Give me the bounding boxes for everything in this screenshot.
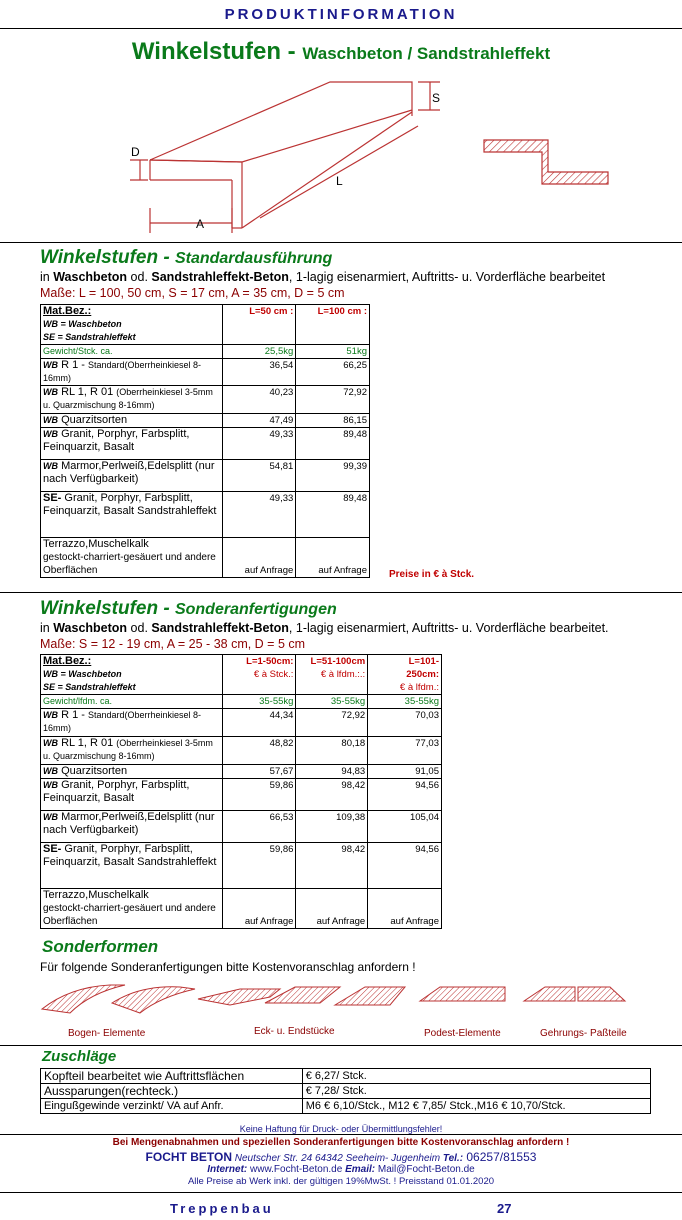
divider	[0, 1134, 682, 1135]
row-detail: (Oberrheinkiesel 3-5mm u. Quarzmischung 8-16mm)	[43, 738, 213, 761]
table-row	[41, 538, 370, 578]
website-link[interactable]: www.Focht-Beton.de	[247, 1164, 346, 1175]
zuschlag-label: Kopfteil bearbeitet wie Auftrittsflächen	[41, 1069, 303, 1084]
table-row	[41, 492, 370, 538]
desc-text: in	[40, 270, 54, 284]
weight-row	[41, 695, 442, 709]
section-name: Treppenbau	[170, 1201, 274, 1216]
table-row	[41, 359, 370, 386]
price-cell: 77,03	[368, 737, 442, 765]
price-cell: 59,86	[222, 843, 296, 889]
col-header-3: L=101-	[408, 656, 439, 667]
table-row	[41, 414, 370, 428]
gehrung-shape-1	[524, 987, 575, 1001]
standard-price-table	[40, 304, 370, 578]
row-name: Terrazzo,Muschelkalk	[43, 889, 149, 901]
row-prefix: WB	[43, 812, 58, 822]
bogen-shape-1	[42, 985, 125, 1013]
price-cell: 57,67	[222, 765, 296, 779]
price-cell: 99,39	[296, 460, 370, 492]
divider	[0, 592, 682, 593]
desc-bold: Waschbeton	[53, 621, 128, 635]
price-cell: 49,33	[222, 492, 296, 538]
weight-row	[41, 345, 370, 359]
row-name: RL 1, R 01	[61, 386, 117, 398]
standard-desc	[40, 270, 605, 284]
contact-line	[0, 1164, 682, 1175]
podest-shape	[420, 987, 505, 1001]
col-header-3-unit: € à lfdm.:	[399, 682, 439, 693]
price-cell: 91,05	[368, 765, 442, 779]
sonder-title	[40, 598, 337, 620]
haftung-note: Keine Haftung für Druck- oder Übermittlungsfehler!	[239, 1124, 443, 1134]
price-cell: 94,56	[368, 843, 442, 889]
weight-value: 35-55kg	[222, 695, 296, 709]
standard-masse: Maße: L = 100, 50 cm, S = 17 cm, A = 35 cm, D = 5 cm	[40, 286, 345, 300]
col-header-3b: 250cm:	[406, 669, 439, 680]
legend-se: SE = Sandstrahleffekt	[43, 332, 136, 342]
table-header-row	[41, 655, 442, 695]
row-name: Marmor,Perlweiß,Edelsplitt (nur nach Verfügbarkeit)	[43, 460, 215, 485]
col-header-1: L=1-50cm:	[246, 656, 294, 667]
col-header-l100: L=100 cm :	[317, 306, 367, 317]
price-cell: 47,49	[222, 414, 296, 428]
legend-wb: WB = Waschbeton	[43, 669, 122, 679]
price-cell: auf Anfrage	[296, 538, 370, 578]
legend-se: SE = Sandstrahleffekt	[43, 682, 136, 692]
end-shape	[335, 987, 405, 1005]
product-title	[0, 38, 682, 66]
row-detail: Standard(Oberrheinkiesel 8-16mm)	[43, 360, 202, 383]
table-row	[41, 889, 442, 929]
desc-bold: Sandstrahleffekt-Beton	[151, 621, 289, 635]
dim-label-s: S	[432, 91, 441, 105]
divider	[0, 1045, 682, 1046]
row-name: Granit, Porphyr, Farbsplitt, Feinquarzit, Basalt	[43, 779, 190, 804]
sonderformen-text: Für folgende Sonderanfertigungen bitte Kostenvoranschlag anfordern !	[40, 960, 416, 974]
company-address: Neutscher Str. 24 64342 Seeheim- Jugenheim	[232, 1153, 443, 1164]
price-cell: 105,04	[368, 811, 442, 843]
email-label: Email:	[345, 1164, 376, 1175]
row-prefix: WB	[43, 461, 58, 471]
col-header-2-unit: € à lfdm.:.:	[320, 669, 366, 680]
zuschlag-value: M6 € 6,10/Stck., M12 € 7,85/ Stck.,M16 € 10,70/Stck.	[302, 1099, 650, 1114]
desc-text: , 1-lagig eisenarmiert, Auftritts- u. Vorderfläche bearbeitet	[288, 270, 606, 284]
legend-wb: WB = Waschbeton	[43, 319, 122, 329]
tel-label: Tel.:	[442, 1153, 464, 1164]
price-cell: 98,42	[296, 843, 368, 889]
dim-label-a: A	[196, 217, 205, 231]
row-name: Quarzitsorten	[61, 414, 128, 426]
row-name: Granit, Porphyr, Farbsplitt, Feinquarzit, Basalt Sandstrahleffekt	[43, 843, 217, 868]
price-cell: 54,81	[222, 460, 296, 492]
table-row	[41, 428, 370, 460]
price-cell: 72,92	[296, 386, 370, 414]
email-link[interactable]: Mail@Focht-Beton.de	[375, 1164, 475, 1175]
price-cell: auf Anfrage	[222, 889, 296, 929]
dim-label-d: D	[131, 145, 140, 159]
bogen-shape-2	[112, 987, 195, 1013]
desc-text: od.	[127, 621, 152, 635]
row-name: Granit, Porphyr, Farbsplitt, Feinquarzit, Basalt	[43, 428, 190, 453]
standard-title	[40, 247, 332, 269]
gehrung-shape-2	[578, 987, 625, 1001]
price-cell: 80,18	[296, 737, 368, 765]
row-name: R 1 -	[61, 359, 88, 371]
row-prefix: SE-	[43, 492, 62, 504]
price-cell: 98,42	[296, 779, 368, 811]
sonderformen-shapes	[30, 975, 650, 1025]
company-name: FOCHT BETON	[145, 1150, 232, 1164]
zuschlaege-table	[40, 1068, 651, 1114]
price-cell: 89,48	[296, 492, 370, 538]
price-cell: 94,83	[296, 765, 368, 779]
weight-label: Gewicht/Stck. ca.	[41, 345, 223, 359]
table-row	[41, 1099, 651, 1114]
row-prefix: WB	[43, 360, 58, 370]
sonder-desc	[40, 621, 609, 635]
price-cell: 49,33	[222, 428, 296, 460]
row-prefix: WB	[43, 738, 58, 748]
sonder-masse: Maße: S = 12 - 19 cm, A = 25 - 38 cm, D = 5 cm	[40, 637, 306, 651]
divider	[0, 28, 682, 29]
standard-title-main: Winkelstufen -	[40, 247, 175, 268]
table-header-row	[41, 305, 370, 345]
sonder-price-table	[40, 654, 442, 929]
price-cell: auf Anfrage	[296, 889, 368, 929]
price-cell: auf Anfrage	[222, 538, 296, 578]
weight-label: Gewicht/lfdm. ca.	[41, 695, 223, 709]
desc-bold: Waschbeton	[53, 270, 128, 284]
weight-value: 35-55kg	[296, 695, 368, 709]
standard-title-sub: Standardausführung	[174, 250, 333, 267]
price-cell: 44,34	[222, 709, 296, 737]
weight-value: 35-55kg	[368, 695, 442, 709]
col-header-l50: L=50 cm :	[249, 306, 294, 317]
zuschlag-value: € 6,27/ Stck.	[302, 1069, 650, 1084]
row-prefix: SE-	[43, 843, 62, 855]
row-name: RL 1, R 01	[61, 737, 117, 749]
sonderformen-title: Sonderformen	[42, 937, 159, 956]
row-prefix: WB	[43, 710, 58, 720]
desc-bold: Sandstrahleffekt-Beton	[151, 270, 289, 284]
row-name: Terrazzo,Muschelkalk	[43, 538, 149, 550]
mengen-note: Bei Mengenabnahmen und speziellen Sonderanfertigungen bitte Kostenvoranschlag anfordern !	[112, 1137, 570, 1148]
product-title-sub: Waschbeton / Sandstrahleffekt	[302, 44, 551, 63]
row-prefix: WB	[43, 429, 58, 439]
mat-bez-label: Mat.Bez.:	[43, 655, 92, 667]
col-header-2: L=51-100cm	[310, 656, 366, 667]
row-name: Granit, Porphyr, Farbsplitt, Feinquarzit, Basalt Sandstrahleffekt	[43, 492, 217, 517]
sonderform-caption: Gehrungs- Paßteile	[540, 1028, 627, 1039]
step-diagram	[0, 68, 682, 240]
col-header-1-unit: € à Stck.:	[253, 669, 294, 680]
weight-value: 51kg	[296, 345, 370, 359]
sonderform-caption: Bogen- Elemente	[68, 1028, 146, 1039]
price-cell: 40,23	[222, 386, 296, 414]
divider	[0, 1192, 682, 1193]
sonderform-caption: Podest-Elemente	[424, 1028, 501, 1039]
zuschlag-value: € 7,28/ Stck.	[302, 1084, 650, 1099]
preise-note: Alle Preise ab Werk inkl. der gültigen 19%MwSt. ! Preisstand 01.01.2020	[187, 1176, 495, 1187]
table-row	[41, 386, 370, 414]
desc-text: od.	[127, 270, 152, 284]
product-title-main: Winkelstufen -	[131, 38, 303, 65]
company-line	[0, 1150, 682, 1164]
table-row	[41, 709, 442, 737]
table-row	[41, 1069, 651, 1084]
row-name: R 1 -	[61, 709, 88, 721]
table-row	[41, 1084, 651, 1099]
price-cell: 89,48	[296, 428, 370, 460]
price-cell: 48,82	[222, 737, 296, 765]
table-row	[41, 779, 442, 811]
row-detail: Standard(Oberrheinkiesel 8-16mm)	[43, 710, 202, 733]
price-cell: 72,92	[296, 709, 368, 737]
row-prefix: WB	[43, 415, 58, 425]
sonder-title-sub: Sonderanfertigungen	[174, 601, 337, 618]
price-cell: 66,53	[222, 811, 296, 843]
row-name: Marmor,Perlweiß,Edelsplitt (nur nach Verfügbarkeit)	[43, 811, 215, 836]
price-cell: 109,38	[296, 811, 368, 843]
divider	[0, 242, 682, 243]
dim-label-l: L	[336, 174, 343, 188]
price-cell: 66,25	[296, 359, 370, 386]
table-row	[41, 843, 442, 889]
row-name: Quarzitsorten	[61, 765, 128, 777]
row-prefix: WB	[43, 780, 58, 790]
row-detail: gestockt-charriert-gesäuert und andere Oberflächen	[43, 552, 216, 576]
price-cell: 70,03	[368, 709, 442, 737]
price-cell: 86,15	[296, 414, 370, 428]
zuschlag-label: Eingußgewinde verzinkt/ VA auf Anfr.	[41, 1099, 303, 1114]
desc-text: in	[40, 621, 54, 635]
table-row	[41, 460, 370, 492]
tel-number: 06257/81553	[463, 1150, 537, 1164]
page-header-title: PRODUKTINFORMATION	[224, 6, 458, 23]
price-cell: 94,56	[368, 779, 442, 811]
sonder-title-main: Winkelstufen -	[40, 598, 175, 619]
price-cell: auf Anfrage	[368, 889, 442, 929]
table-row	[41, 737, 442, 765]
sonderform-caption: Eck- u. Endstücke	[254, 1026, 335, 1037]
row-detail: gestockt-charriert-gesäuert und andere Oberflächen	[43, 903, 216, 927]
table-row	[41, 765, 442, 779]
internet-label: Internet:	[207, 1164, 248, 1175]
desc-text: , 1-lagig eisenarmiert, Auftritts- u. Vorderfläche bearbeitet.	[288, 621, 609, 635]
price-cell: 59,86	[222, 779, 296, 811]
page-number: 27	[497, 1201, 512, 1216]
table-row	[41, 811, 442, 843]
zuschlag-label: Aussparungen(rechteck.)	[41, 1084, 303, 1099]
preis-note: Preise in € à Stck.	[389, 569, 475, 580]
weight-value: 25,5kg	[222, 345, 296, 359]
row-prefix: WB	[43, 766, 58, 776]
price-cell: 36,54	[222, 359, 296, 386]
row-prefix: WB	[43, 387, 58, 397]
mat-bez-label: Mat.Bez.:	[43, 305, 92, 317]
zuschlaege-title: Zuschläge	[42, 1048, 117, 1065]
row-detail: (Oberrheinkiesel 3-5mm u. Quarzmischung 8-16mm)	[43, 387, 213, 410]
